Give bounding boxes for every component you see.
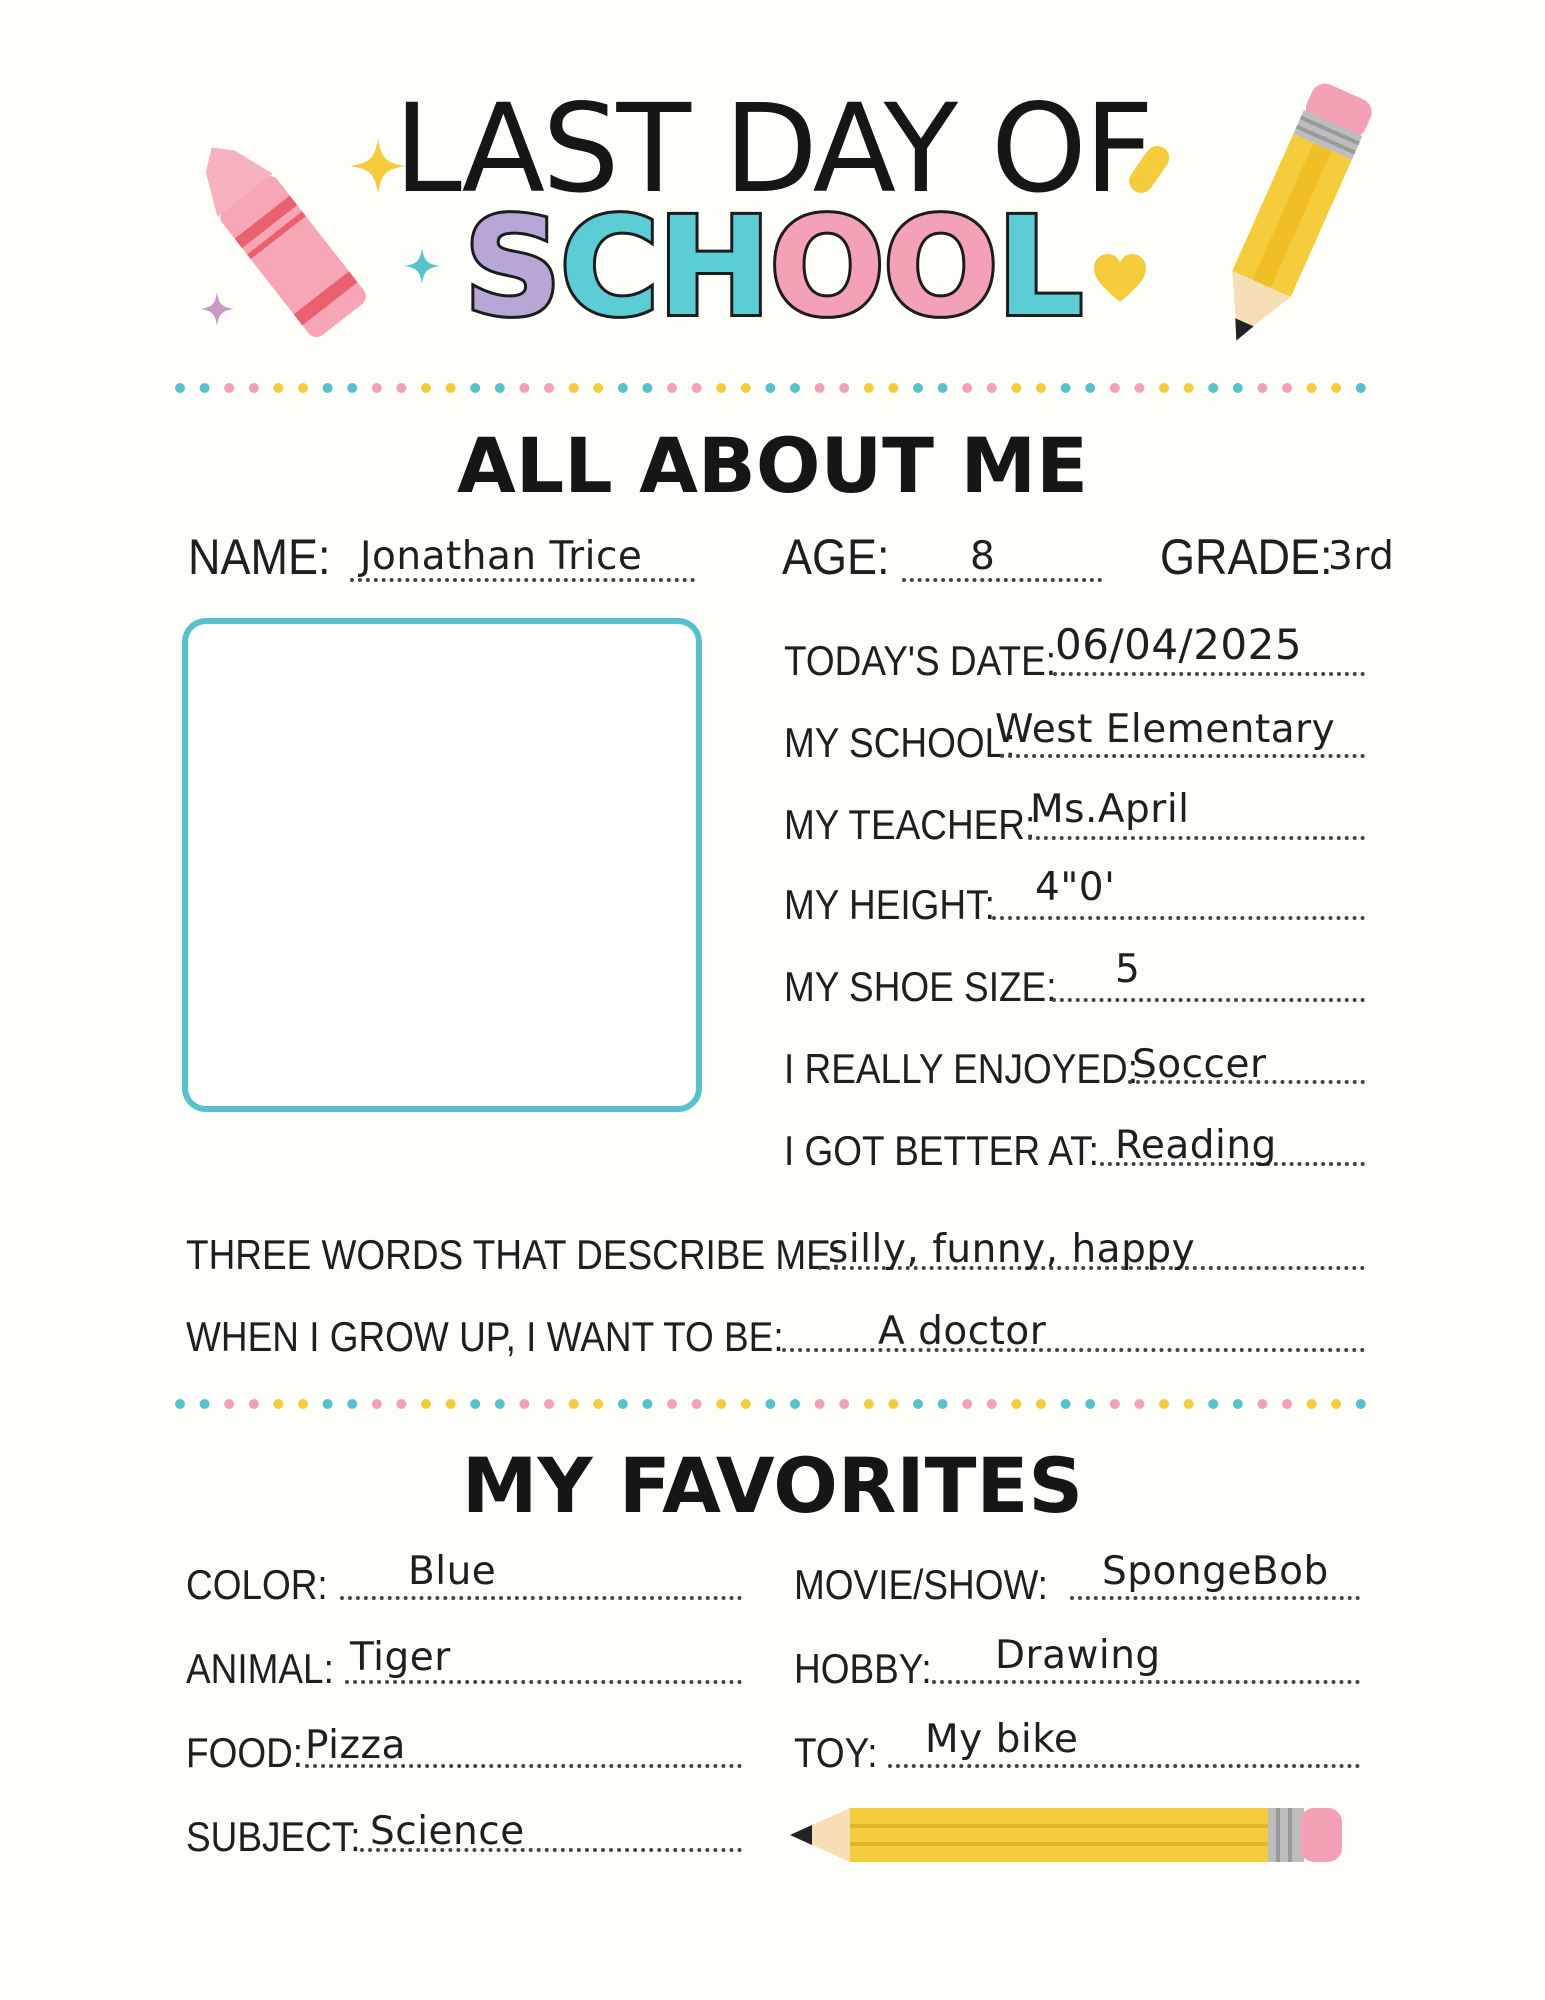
divider-dot [273, 1399, 283, 1409]
title-letter: O [769, 189, 883, 347]
divider-dot [323, 383, 333, 393]
divider-dot [913, 383, 923, 393]
divider-dot [175, 383, 185, 393]
divider-dot [224, 383, 234, 393]
divider-dot [519, 383, 529, 393]
divider-dot [421, 383, 431, 393]
divider-dot [1159, 1399, 1169, 1409]
movie-line [1070, 1596, 1360, 1600]
divider-dot [249, 383, 259, 393]
animal-line [345, 1680, 742, 1684]
height-label: MY HEIGHT: [784, 881, 995, 928]
divider-dot [569, 383, 579, 393]
divider-dot [938, 1399, 948, 1409]
divider-dot [1331, 383, 1341, 393]
age-line [902, 578, 1102, 582]
subject-value: Science [370, 1809, 525, 1854]
divider-dot [495, 1399, 505, 1409]
divider-dot [741, 1399, 751, 1409]
hobby-value: Drawing [995, 1633, 1161, 1678]
divider-dot [200, 383, 210, 393]
shoe-line [1052, 998, 1365, 1002]
divider-dot [224, 1399, 234, 1409]
divider-dot [864, 1399, 874, 1409]
divider-dot [815, 1399, 825, 1409]
divider-dot [716, 383, 726, 393]
divider-dot [323, 1399, 333, 1409]
divider-dot [741, 383, 751, 393]
divider-dot [1134, 383, 1144, 393]
teacher-label: MY TEACHER: [784, 801, 1036, 848]
divider-dot [765, 1399, 775, 1409]
divider-dot [1184, 1399, 1194, 1409]
divider-dot [987, 383, 997, 393]
divider-dot [298, 1399, 308, 1409]
hobby-label: HOBBY: [794, 1645, 932, 1692]
divider-dot [1257, 383, 1267, 393]
teacher-value: Ms.April [1030, 787, 1190, 832]
teacher-line [1028, 836, 1365, 840]
divider-dot [888, 1399, 898, 1409]
divider-dot [815, 383, 825, 393]
shoe-label: MY SHOE SIZE: [784, 963, 1057, 1010]
color-line [340, 1596, 742, 1600]
dot-divider [176, 1396, 1376, 1412]
divider-dot [716, 1399, 726, 1409]
divider-dot [1307, 383, 1317, 393]
grow-line [782, 1348, 1365, 1352]
divider-dot [470, 383, 480, 393]
animal-value: Tiger [350, 1635, 451, 1680]
divider-dot [1233, 383, 1243, 393]
dot-divider [176, 380, 1376, 396]
divider-dot [446, 1399, 456, 1409]
divider-dot [495, 383, 505, 393]
divider-dot [1036, 383, 1046, 393]
divider-dot [1061, 1399, 1071, 1409]
divider-dot [938, 383, 948, 393]
divider-dot [1110, 1399, 1120, 1409]
divider-dot [1011, 1399, 1021, 1409]
divider-dot [1061, 383, 1071, 393]
divider-dot [667, 1399, 677, 1409]
section-heading-about: ALL ABOUT ME [456, 421, 1089, 510]
divider-dot [421, 1399, 431, 1409]
movie-value: SpongeBob [1102, 1549, 1329, 1594]
divider-dot [470, 1399, 480, 1409]
divider-dot [1233, 1399, 1243, 1409]
divider-dot [1085, 383, 1095, 393]
divider-dot [839, 1399, 849, 1409]
divider-dot [1257, 1399, 1267, 1409]
animal-label: ANIMAL: [186, 1645, 334, 1692]
divider-dot [1282, 1399, 1292, 1409]
divider-dot [1011, 383, 1021, 393]
photo-frame [182, 618, 702, 1112]
divider-dot [642, 1399, 652, 1409]
divider-dot [962, 1399, 972, 1409]
title-letter: H [657, 189, 770, 347]
title-letter: C [559, 189, 658, 347]
enjoyed-value: Soccer [1132, 1042, 1267, 1087]
date-line [1053, 672, 1365, 676]
grade-value: 3rd [1328, 534, 1395, 579]
toy-value: My bike [925, 1717, 1079, 1762]
divider-dot [1331, 1399, 1341, 1409]
words-value: silly, funny, happy [828, 1227, 1196, 1272]
title-letter: S [463, 189, 560, 347]
divider-dot [446, 383, 456, 393]
divider-dot [1208, 1399, 1218, 1409]
divider-dot [765, 383, 775, 393]
name-label: NAME: [188, 529, 331, 585]
divider-dot [200, 1399, 210, 1409]
divider-dot [618, 1399, 628, 1409]
pencil-icon [790, 1800, 1350, 1870]
grade-label: GRADE: [1160, 529, 1333, 585]
title-line-2 [0, 189, 1545, 347]
words-label: THREE WORDS THAT DESCRIBE ME: [186, 1231, 842, 1278]
divider-dot [372, 1399, 382, 1409]
divider-dot [864, 383, 874, 393]
hobby-line [932, 1680, 1360, 1684]
enjoyed-label: I REALLY ENJOYED: [784, 1045, 1138, 1092]
divider-dot [1184, 383, 1194, 393]
toy-label: TOY: [794, 1729, 878, 1776]
color-value: Blue [408, 1549, 497, 1594]
food-value: Pizza [305, 1723, 406, 1768]
subject-label: SUBJECT: [186, 1813, 361, 1860]
divider-dot [1134, 1399, 1144, 1409]
school-value: West Elementary [995, 707, 1336, 752]
divider-dot [913, 1399, 923, 1409]
grow-value: A doctor [878, 1309, 1047, 1354]
divider-dot [396, 1399, 406, 1409]
divider-dot [1159, 383, 1169, 393]
divider-dot [1085, 1399, 1095, 1409]
title-line-1: LAST DAY OF [393, 78, 1152, 220]
movie-label: MOVIE/SHOW: [794, 1561, 1048, 1608]
divider-dot [347, 1399, 357, 1409]
divider-dot [888, 383, 898, 393]
food-label: FOOD: [186, 1729, 304, 1776]
divider-dot [1356, 1399, 1366, 1409]
height-line [992, 916, 1365, 920]
date-value: 06/04/2025 [1055, 620, 1303, 669]
divider-dot [544, 1399, 554, 1409]
better-value: Reading [1115, 1123, 1277, 1168]
divider-dot [249, 1399, 259, 1409]
divider-dot [298, 383, 308, 393]
school-label: MY SCHOOL: [784, 719, 1016, 766]
divider-dot [1282, 383, 1292, 393]
divider-dot [667, 383, 677, 393]
divider-dot [1208, 383, 1218, 393]
name-value: Jonathan Trice [360, 534, 643, 579]
divider-dot [692, 1399, 702, 1409]
divider-dot [642, 383, 652, 393]
age-label: AGE: [782, 529, 890, 585]
divider-dot [987, 1399, 997, 1409]
divider-dot [372, 383, 382, 393]
title-letter: L [996, 189, 1082, 347]
divider-dot [396, 383, 406, 393]
divider-dot [1036, 1399, 1046, 1409]
divider-dot [1307, 1399, 1317, 1409]
divider-dot [839, 383, 849, 393]
divider-dot [544, 383, 554, 393]
age-value: 8 [970, 534, 996, 579]
title-letter: O [882, 189, 997, 347]
better-label: I GOT BETTER AT: [784, 1127, 1099, 1174]
divider-dot [519, 1399, 529, 1409]
divider-dot [790, 1399, 800, 1409]
shoe-value: 5 [1115, 947, 1141, 992]
school-line [1000, 754, 1365, 758]
divider-dot [1110, 383, 1120, 393]
color-label: COLOR: [186, 1561, 328, 1608]
toy-line [888, 1764, 1360, 1768]
divider-dot [692, 383, 702, 393]
divider-dot [347, 383, 357, 393]
divider-dot [618, 383, 628, 393]
divider-dot [1356, 383, 1366, 393]
divider-dot [790, 383, 800, 393]
divider-dot [593, 1399, 603, 1409]
divider-dot [569, 1399, 579, 1409]
divider-dot [273, 383, 283, 393]
divider-dot [962, 383, 972, 393]
divider-dot [175, 1399, 185, 1409]
section-heading-favorites: MY FAVORITES [461, 1441, 1084, 1530]
height-value: 4"0' [1035, 865, 1116, 910]
divider-dot [593, 383, 603, 393]
grow-label: WHEN I GROW UP, I WANT TO BE: [186, 1313, 784, 1360]
date-label: TODAY'S DATE: [784, 637, 1056, 684]
